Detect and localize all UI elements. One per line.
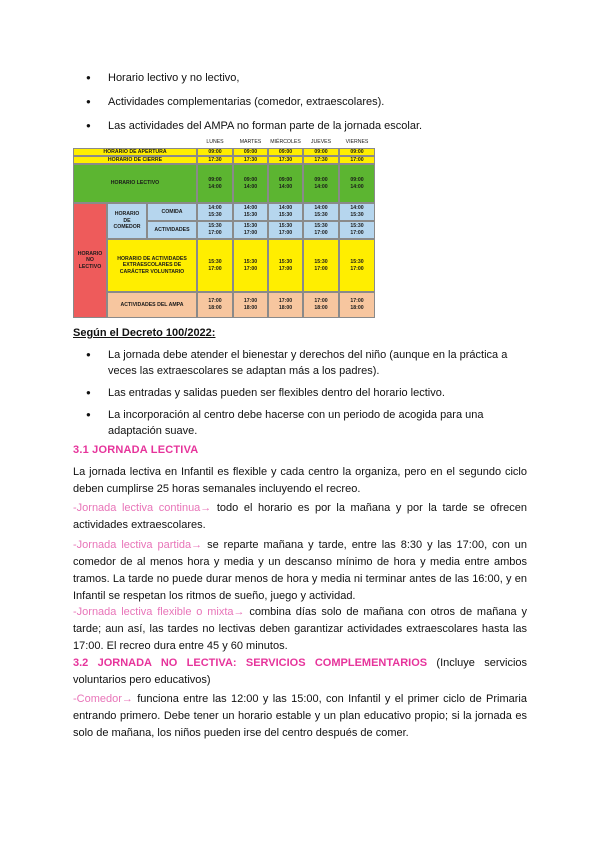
time-cell: 09:00 [339, 148, 375, 156]
time-cell: 09:00 14:00 [303, 164, 339, 203]
no-lectivo-label: HORARIO NO LECTIVO [73, 203, 107, 318]
time-cell: 09:00 [233, 148, 268, 156]
jornada-flexible-paragraph [73, 604, 527, 655]
section-title-jornada-lectiva: 3.1 JORNADA LECTIVA [73, 444, 199, 456]
lectivo-label: HORARIO LECTIVO [73, 164, 197, 203]
ampa-label: ACTIVIDADES DEL AMPA [107, 292, 197, 318]
day-header: JUEVES [310, 139, 332, 146]
time-cell: 17:30 [303, 156, 339, 164]
list-item: ● Horario lectivo y no lectivo, [86, 70, 526, 86]
term-comedor: -Comedor→ [73, 693, 133, 705]
continua-text: todo el horario es por la mañana y por la tarde se ofrecen actividades extraescolares. [73, 502, 527, 531]
day-header: MARTES [239, 139, 262, 146]
time-cell: 09:00 14:00 [268, 164, 303, 203]
time-cell: 15:30 17:00 [339, 221, 375, 239]
term-continua: -Jornada lectiva continua→ [73, 502, 212, 514]
time-cell: 15:30 17:00 [303, 221, 339, 239]
comedor-paragraph [73, 691, 527, 742]
time-cell: 15:30 17:00 [197, 239, 233, 292]
time-cell: 17:00 18:00 [233, 292, 268, 318]
time-cell: 09:00 [197, 148, 233, 156]
schedule-table [73, 137, 375, 318]
intro-bullet-list [86, 70, 526, 142]
decreto-bullet-list [86, 347, 526, 447]
time-cell: 17:00 18:00 [197, 292, 233, 318]
time-cell: 14:00 15:30 [233, 203, 268, 221]
jornada-partida-paragraph [73, 537, 527, 605]
time-cell: 15:30 17:00 [303, 239, 339, 292]
partida-text: se reparte mañana y tarde, entre las 8:30 y las 17:00, con un comedor de al menos hora y media y un descanso mínimo de hora y media entre ambos tramos. La tarde no puede durar menos de hora y media ni terminar antes de las 16:00, y en Infantil se respetan los ritmos de sueño, juego y actividad. [73, 539, 527, 602]
day-header: MIÉRCOLES [270, 139, 301, 146]
time-cell: 09:00 14:00 [339, 164, 375, 203]
term-flexible: -Jornada lectiva flexible o mixta→ [73, 606, 245, 618]
comedor-label: HORARIO DE COMEDOR [107, 203, 147, 239]
cierre-label: HORARIO DE CIERRE [73, 156, 197, 164]
day-header: VIERNES [345, 139, 369, 146]
decreto-heading: Según el Decreto 100/2022: [73, 327, 216, 339]
time-cell: 15:30 17:00 [233, 221, 268, 239]
jornada-continua-paragraph [73, 500, 527, 534]
time-cell: 14:00 15:30 [268, 203, 303, 221]
time-cell: 14:00 15:30 [197, 203, 233, 221]
jornada-no-lectiva-heading [73, 655, 527, 689]
time-cell: 17:30 [233, 156, 268, 164]
time-cell: 17:30 [268, 156, 303, 164]
time-cell: 09:00 [303, 148, 339, 156]
time-cell: 17:00 18:00 [303, 292, 339, 318]
comida-label: COMIDA [147, 203, 197, 221]
list-item: ● Las actividades del AMPA no forman parte de la jornada escolar. [86, 118, 526, 134]
jornada-lectiva-intro: La jornada lectiva en Infantil es flexible y cada centro la organiza, pero en el segundo ciclo deben cumplirse 25 horas semanales incluyendo el recreo. [73, 466, 527, 495]
time-cell: 09:00 14:00 [197, 164, 233, 203]
flexible-text: combina días solo de mañana con otros de mañana y tarde; aun así, las tardes no lectivas deben garantizar actividades extraescolares hasta las 17:00. El recreo dura entre 45 y 60 minutos. [73, 606, 527, 652]
list-item: ● La jornada debe atender el bienestar y derechos del niño (aunque en la práctica a veces las extraescolares se adaptan más a los padres). [86, 347, 526, 379]
list-item: ● La incorporación al centro debe hacerse con un periodo de acogida para una adaptación suave. [86, 407, 526, 439]
time-cell: 09:00 [268, 148, 303, 156]
time-cell: 17:00 18:00 [268, 292, 303, 318]
time-cell: 15:30 17:00 [268, 239, 303, 292]
apertura-label: HORARIO DE APERTURA [73, 148, 197, 156]
time-cell: 15:30 17:00 [197, 221, 233, 239]
time-cell: 15:30 17:00 [233, 239, 268, 292]
comedor-text: funciona entre las 12:00 y las 15:00, con Infantil y el primer ciclo de Primaria entrando primero. Debe tener un horario estable y un plan educativo propio; si la jornada es solo de mañana, los niños pueden irse del centro después de comer. [73, 693, 527, 739]
section2-note: (Incluye servicios voluntarios pero educativos) [73, 657, 528, 686]
term-partida: -Jornada lectiva partida→ [73, 539, 203, 551]
time-cell: 14:00 15:30 [303, 203, 339, 221]
actividades-label: ACTIVIDADES [147, 221, 197, 239]
time-cell: 15:30 17:00 [268, 221, 303, 239]
time-cell: 15:30 17:00 [339, 239, 375, 292]
day-header: LUNES [206, 139, 224, 146]
list-item: ● Las entradas y salidas pueden ser flexibles dentro del horario lectivo. [86, 385, 526, 401]
time-cell: 17:30 [197, 156, 233, 164]
time-cell: 14:00 15:30 [339, 203, 375, 221]
time-cell: 17:00 [339, 156, 375, 164]
extraescolares-label: HORARIO DE ACTIVIDADES EXTRAESCOLARES DE CARÁCTER VOLUNTARIO [107, 239, 197, 292]
section-title-no-lectiva: 3.2 JORNADA NO LECTIVA: SERVICIOS COMPLEMENTARIOS [73, 657, 428, 669]
list-item: ● Actividades complementarias (comedor, extraescolares). [86, 94, 526, 110]
time-cell: 09:00 14:00 [233, 164, 268, 203]
time-cell: 17:00 18:00 [339, 292, 375, 318]
